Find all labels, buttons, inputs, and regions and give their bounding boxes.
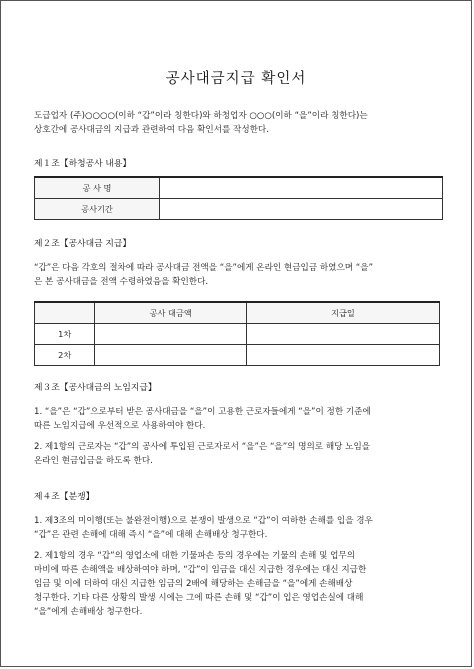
- article-2-heading: 제２조【공사대금 지급】: [34, 239, 132, 249]
- table-row: [35, 199, 443, 220]
- project-period-value[interactable]: [160, 199, 443, 220]
- installment-amount[interactable]: [95, 324, 246, 345]
- article-3-heading: 제３조【공사대금의 노임지급】: [34, 383, 157, 393]
- document-title: 공사대금지급 확인서: [165, 71, 307, 87]
- article-3-line-3: 2. 제1항의 근로자는 “갑”의 공사에 투입된 근로자로서 “을”은 “을”의 명의로 해당 노임을: [34, 442, 371, 452]
- article-4-heading: 제４조【분쟁】: [34, 492, 95, 502]
- article-3-line-2: 따른 노임지급에 우선적으로 사용하여야 한다.: [34, 421, 206, 431]
- article-1-heading: 제１조【하청공사 내용】: [34, 159, 132, 169]
- article-4-line-6: 청구한다. 기타 다른 상황의 발생 시에는 그에 따른 손해 및 “갑”이 입은 영업손실에 대해: [34, 593, 364, 603]
- article-3-line-4: 온라인 현금입금을 하도록 한다.: [34, 456, 153, 466]
- intro-line-2: 상호간에 공사대금의 지급과 관련하여 다음 확인서를 작성한다.: [34, 125, 269, 135]
- article-2-line-2: 은 본 공사대금을 전액 수령하였음을 확인한다.: [34, 277, 209, 287]
- project-name-value[interactable]: [160, 177, 443, 199]
- article-2-line-1: “갑”은 다음 각호의 절차에 따라 공사대금 전액을 “을”에게 온라인 현금입금 하였으며 “을”: [34, 263, 374, 273]
- article-4-line-1: 1. 제3조의 미이행(또는 불완전이행)으로 분쟁이 발생으로 “갑”이 여하한 손해를 입을 경우: [34, 516, 373, 526]
- article-4-line-4: 마비에 따른 손해액을 배상하여야 하며, “갑”이 임금을 대신 지급한 경우에는 대신 지급한: [34, 565, 367, 575]
- installment-date[interactable]: [246, 324, 439, 345]
- blank-header-cell: [35, 302, 95, 324]
- intro-line-1: 도급업자 (주)○○○○(이하 “갑”이라 칭한다)와 하청업자 ○○○(이하 “을”이라 칭한다)는: [34, 111, 368, 121]
- installment-amount[interactable]: [95, 345, 246, 366]
- table-row: [35, 345, 440, 366]
- date-header: 지급일: [246, 302, 439, 324]
- article-4-line-2: “갑”은 관련 손해에 대해 즉시 “을”에 대해 손해배상 청구한다.: [34, 530, 268, 540]
- project-period-label: 공사기간: [35, 199, 160, 220]
- installment-label: 2차: [35, 345, 95, 366]
- article-4-line-5: 임금 및 이에 더하여 대신 지급한 임금의 2배에 해당하는 손해금을 “을”에게 손해배상: [34, 579, 353, 589]
- payment-table: [34, 301, 440, 366]
- article-4-line-3: 2. 제1항의 경우 “갑”의 영업소에 대한 기물파손 등의 경우에는 기물의 손해 및 업무의: [34, 551, 356, 561]
- table-row: [35, 324, 440, 345]
- table-row: [35, 177, 443, 199]
- installment-date[interactable]: [246, 345, 439, 366]
- amount-header: 공사 대금액: [95, 302, 246, 324]
- table-header-row: [35, 302, 440, 324]
- subcontract-info-table: [34, 176, 443, 220]
- installment-label: 1차: [35, 324, 95, 345]
- article-4-line-7: “을”에게 손해배상 청구한다.: [34, 607, 143, 617]
- article-3-line-1: 1. “을”은 “갑”으로부터 받은 공사대금을 “을”이 고용한 근로자들에게 “을”이 정한 기준에: [34, 407, 371, 417]
- project-name-label: 공 사 명: [35, 177, 160, 199]
